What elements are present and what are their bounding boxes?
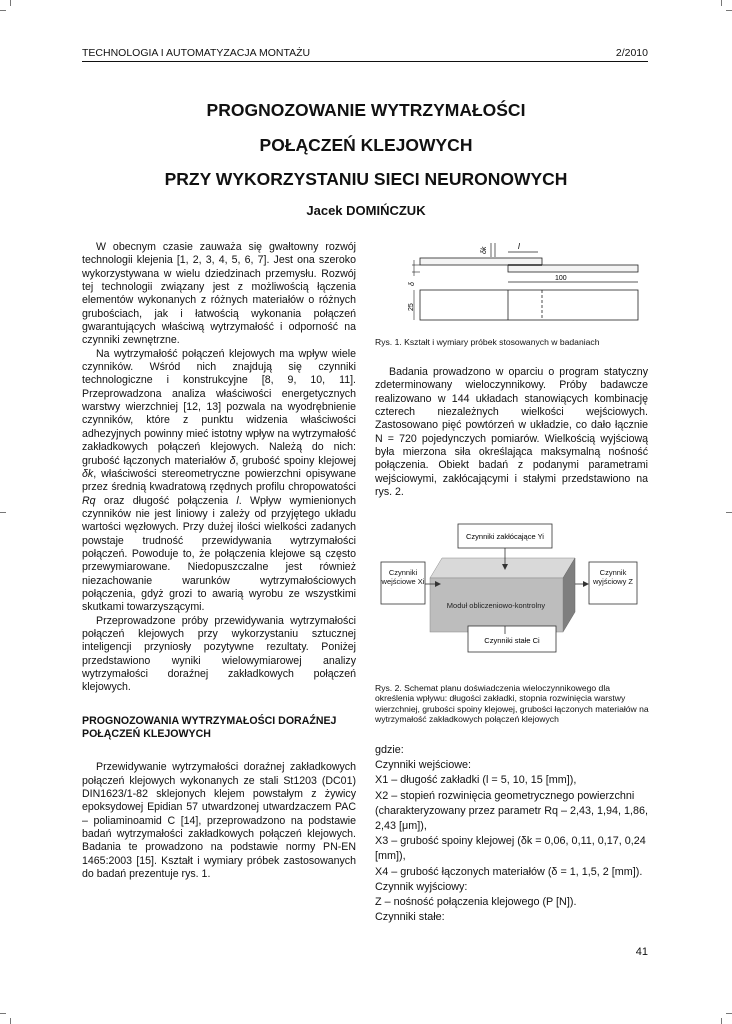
paragraph-intro: W obecnym czasie zauważa się gwałtowny rozwój technologii klejenia [1, 2, 3, 4, 5, 6, 7]. Jest ona szeroko wykorzystywana w wielu dziedzinach przemysłu. Rozwój tej technologii związany jest z możliwością łączenia elementów wykonanych z różnych materiałów o różnych grubościach, jak i łatwością wykonania połączeń gwarantujących właściwą wytrzymałość i odporność na czynniki zewnętrzne. [82, 241, 356, 347]
paragraph-experiment: Badania prowadzono w oparciu o program statyczny zdeterminowany wieloczynnikowy. Próby badawcze realizowano w 144 układach stanowiących kombinację czterech niezależnych wielkości wejściowych. Zastosowano pięć powtórzeń w układzie, co dało łącznie N = 720 pojedynczych pomiarów. Wielkością wyjściową była mierzona siła określająca maksymalną nośność połączenia. Obiekt badań z podanymi parametrami wejściowymi, zakłócającymi i stałymi przedstawiono na rys. 2. [375, 366, 648, 499]
list-item: X2 – stopień rozwinięcia geometrycznego powierzchni (charakteryzowany przez parametr Rq – 2,43, 1,94, 1,86, 2,43 [μm]), [375, 789, 649, 833]
list-item: Czynniki wejściowe: [375, 759, 472, 772]
right-column [375, 366, 648, 499]
crop-mark [0, 10, 6, 11]
crop-mark [10, 1018, 11, 1024]
title-line-1: PROGNOZOWANIE WYTRZYMAŁOŚCI [206, 100, 526, 120]
variable-list [375, 743, 651, 925]
dim-25: 25 [408, 303, 415, 311]
symbol-delta: δ [229, 454, 236, 467]
section-heading: PROGNOZOWANIA WYTRZYMAŁOŚCI DORAŹNEJ POŁĄCZEŃ KLEJOWYCH [82, 714, 337, 741]
figure-2-experiment-diagram [375, 520, 651, 670]
paragraph-method: Przewidywanie wytrzymałości doraźnej zakładkowych połączeń klejowych wykonanych ze stali St1203 (DC01) DIN1623/1-82 sklejonych klejem powstałym z żywicy epoksydowej Epidian 57 utwardzonej utwardzaczem PAC – poliaminoamid C [14], przeprowadzono na podstawie badań wytrzymałości zakładkowych połączeń klejowych. Badania te prowadzono na podstawie normy PN-EN 1465:2003 [15]. Kształt i wymiary próbek zastosowanych do badań prezentuje rys. 1. [82, 761, 356, 881]
disturbing-factors: Czynniki zakłócające Yi [466, 532, 544, 541]
dim-100: 100 [555, 275, 567, 282]
crop-mark [726, 10, 732, 11]
figure-1-caption: Rys. 1. Kształt i wymiary próbek stosowanych w badaniach [375, 337, 600, 347]
list-item: Z – nośność połączenia klejowego (P [N]). [375, 896, 577, 909]
journal-name: TECHNOLOGIA I AUTOMATYZACJA MONTAŻU [82, 47, 311, 59]
dim-delta: δ [409, 282, 416, 286]
crop-mark [721, 0, 722, 6]
list-item: Czynniki stałe: [375, 911, 445, 924]
symbol-delta-k: δk [82, 467, 94, 480]
crop-mark [10, 0, 11, 6]
paragraph-factors: Na wytrzymałość połączeń klejowych ma wpływ wiele czynników. Wśród nich znajdują się czynniki technologiczne i konstrukcyjne [8, 9, 10, 11]. Przeprowadzona analiza właściwości energetycznych warstwy wierzchniej [12, 13] pozwala na wyodrębnienie czynników, które z punktu widzenia właściwości adhezyjnych powinny mieć istotny wpływ na wytrzymałość zakładkowych połączeń klejowych. Należą do nich: grubość łączonych materiałów δ, grubość spoiny klejowej δk, właściwości stereometryczne powierzchni opisywane przez średnią kwadratową rzędnych profilu chropowatości Rq oraz długość połączenia l. Wpływ wymienionych czynników nie jest liniowy i zależy od przyjętego układu wartości węzłowych. Przy dużej ilości wielkości zadanych powstaje trudność przewidywania wytrzymałości połączeń. Powoduje to, że połączenia klejowe są często przewymiarowane. Niedopuszczalne jest również niezachowanie warunków wytrzymałościowych połączenia, gdyż grozi to awarią wyrobu ze wszystkimi skutkami towarzyszącymi. [82, 347, 356, 614]
list-item: X4 – grubość łączonych materiałów (δ = 1, 1,5, 2 [mm]). [375, 865, 643, 878]
title-line-2: POŁĄCZEŃ KLEJOWYCH [259, 135, 473, 155]
input-factors: Czynniki wejściowe Xi [381, 568, 425, 586]
crop-mark [721, 1018, 722, 1024]
header-rule [82, 61, 648, 62]
crop-mark [0, 1013, 6, 1014]
author: Jacek DOMIŃCZUK [306, 203, 426, 218]
paragraph-ai: Przeprowadzone próby przewidywania wytrzymałości połączeń klejowych przy wykorzystaniu sztucznej inteligencji przyniosły pozytywne rezultaty. Poniżej przedstawiono wyniki wielowymiarowej analizy wytrzymałości doraźnej zakładkowych połączeń klejowych. [82, 614, 356, 694]
list-item: gdzie: [375, 744, 404, 756]
issue-number: 2/2010 [615, 47, 648, 59]
left-column [82, 241, 356, 881]
figure-2-caption: Rys. 2. Schemat planu doświadczenia wieloczynnikowego dla określenia wpływu: długości zakładki, stopnia rozwinięcia warstwy wierzchniej, grubości spoiny klejowej, grubości łączonych materiałów na wytrzymałość zakładkowych połączeń klejowych [375, 683, 649, 725]
list-item: X1 – długość zakładki (l = 5, 10, 15 [mm]), [375, 774, 577, 787]
crop-mark [726, 512, 732, 513]
symbol-rq: Rq [82, 494, 96, 507]
module-label: Moduł obliczeniowo-kontrolny [446, 601, 546, 610]
output-factor: Czynnik wyjściowy Z [592, 568, 633, 586]
page-number: 41 [635, 946, 648, 958]
title-line-3: PRZY WYKORZYSTANIU SIECI NEURONOWYCH [164, 169, 568, 189]
figure-1-specimen-drawing [400, 240, 650, 332]
crop-mark [0, 512, 6, 513]
dim-delta-k: δk [481, 246, 488, 254]
symbol-l: l [236, 494, 239, 507]
list-item: Czynnik wyjściowy: [375, 880, 468, 893]
list-item: X3 – grubość spoiny klejowej (δk = 0,06, 0,11, 0,17, 0,24 [mm]), [375, 835, 646, 863]
dim-l: l [518, 242, 520, 251]
crop-mark [726, 1013, 732, 1014]
constant-factors: Czynniki stałe Ci [484, 636, 540, 645]
